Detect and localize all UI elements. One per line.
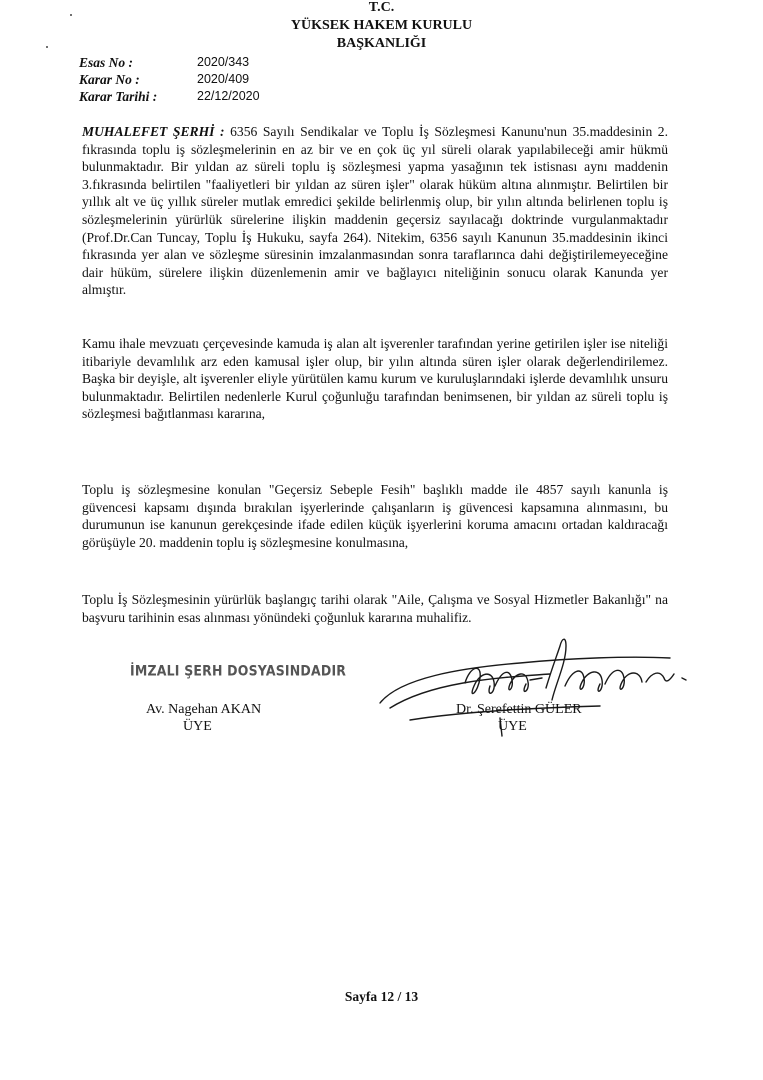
scan-speck xyxy=(46,46,48,48)
karar-value: 2020/409 xyxy=(197,72,250,86)
page-number xyxy=(0,989,763,1005)
header-institution: YÜKSEK HAKEM KURULU xyxy=(290,18,473,33)
tarih-value: 22/12/2020 xyxy=(197,89,260,103)
right-signatory-role: ÜYE xyxy=(498,719,527,734)
case-metadata xyxy=(79,54,260,105)
tarih-label: Karar Tarihi : xyxy=(79,89,158,104)
esas-value: 2020/343 xyxy=(197,55,250,69)
header-presidency: BAŞKANLIĞI xyxy=(336,36,427,51)
header-tc-text: T.C. xyxy=(368,0,395,14)
karar-label: Karar No : xyxy=(79,72,140,87)
paragraph-invalid-termination: Toplu iş sözleşmesine konulan "Geçersiz Sebeple Fesih" başlıklı madde ile 4857 sayılı kanunla iş güvencesi kapsamı dışında bırakılan işyerlerinde çalışanların iş güvencesi kapsamına alınmasını, bu durumunun ise kanunun gerekçesinde ifade edilen küçük işyerlerini koruma amacını ortadan kaldıracağı görüşüyle 20. maddenin toplu iş sözleşmesine konulmasına, xyxy=(82,482,668,550)
page-current: 12 xyxy=(380,989,395,1004)
right-signatory-name: Dr. Şerefettin GÜLER xyxy=(456,702,582,717)
tarih-row xyxy=(79,88,260,105)
page-total: 13 xyxy=(404,989,419,1004)
paragraph-public-procurement: Kamu ihale mevzuatı çerçevesinde kamuda iş alan alt işverenler tarafından yerine getirilen işler ise niteliği itibariyle devamlılık arz eden kamusal işler olup, bir yılın altında süren işler olarak değerlendirilemez. Başka bir deyişle, alt işverenler eliyle yürütülen kamu kurum ve kuruluşlarındaki işlerde devamlılık unsuru bulunmaktadır. Belirtilen nedenlerle Kurul çoğunluğu tarafından benimsenen, bir yıldan az süreli toplu iş sözleşmesi bağıtlanması kararına, xyxy=(82,336,668,422)
paragraph-dissent xyxy=(82,123,668,299)
dissent-heading: MUHALEFET ŞERHİ : xyxy=(82,124,225,139)
left-signatory-name: Av. Nagehan AKAN xyxy=(146,702,262,717)
esas-row xyxy=(79,54,260,71)
left-signatory-role: ÜYE xyxy=(183,719,212,734)
page-separator: / xyxy=(394,989,405,1004)
karar-row xyxy=(79,71,260,88)
handwritten-signature-icon xyxy=(370,608,710,738)
scan-speck xyxy=(70,14,72,16)
signed-dissent-stamp: İMZALI ŞERH DOSYASINDADIR xyxy=(130,661,347,680)
esas-label: Esas No : xyxy=(79,55,134,70)
page-label: Sayfa xyxy=(344,989,381,1004)
paragraph-dissent-text: 6356 Sayılı Sendikalar ve Toplu İş Sözleşmesi Kanunu'nun 35.maddesinin 2. fıkrasında toplu iş sözleşmelerinin en az bir ve en çok üç yıl süreli olarak yapılabileceği amir hükmü bulunmaktadır. Bir yıldan az süreli toplu iş sözleşmesi yapma yasağının tek istisnası aynı maddenin 3.fıkrasında belirtilen "faaliyetleri bir yıldan az süren işler" olarak hüküm altına alınmıştır. Belirtilen bir yıllık alt ve üç yıllık süreler mutlak emredici şekilde belirlenmiş olup, bir yılın altında belirlenen toplu iş sözleşmelerinin yürürlük sürelerine ilişkin maddenin geçersiz sayılacağı doktrinde vurgulanmaktadır (Prof.Dr.Can Tuncay, Toplu İş Hukuku, sayfa 264). Nitekim, 6356 sayılı Kanunun 35.maddesinin ikinci fıkrasında yer alan ve sözleşme süresinin imzalanmasından sonra taraflarınca dahi değiştirilemeyeceğine dair hüküm, sürelere ilişkin düzenlemenin amir ve bağlayıcı niteliğinin sonucu olarak Kanunda yer almıştır. xyxy=(82,124,669,298)
header-tc xyxy=(0,0,763,14)
paragraph-effective-date: Toplu İş Sözleşmesinin yürürlük başlangıç tarihi olarak "Aile, Çalışma ve Sosyal Hizmetler Bakanlığı" na başvuru tarihinin esas alınması yönündeki çoğunluk kararına muhalifiz. xyxy=(82,592,668,625)
